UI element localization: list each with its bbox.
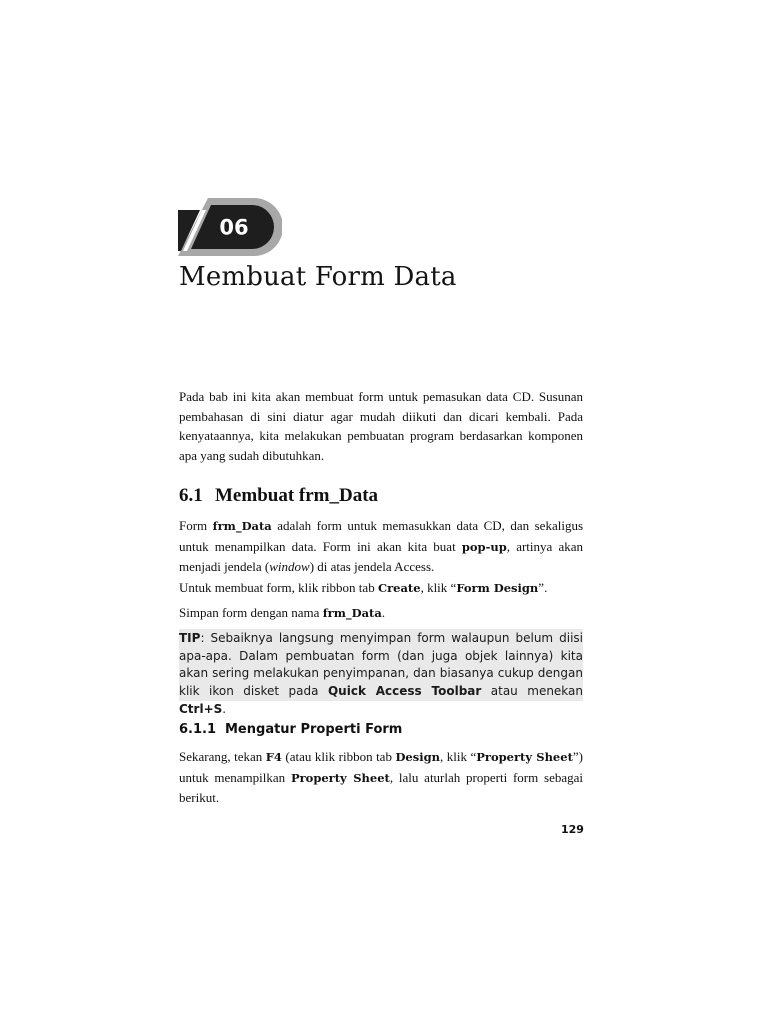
term-frm-data: frm_Data: [322, 606, 382, 620]
term-pop-up: pop-up: [461, 539, 507, 554]
term-frm-data: frm_Data: [212, 519, 272, 533]
chapter-title: Membuat Form Data: [179, 262, 457, 292]
term-ctrl-s: Ctrl+S: [179, 701, 223, 716]
tip-text: TIP: Sebaiknya langsung menyimpan form walaupun belum diisi apa-apa. Dalam pembuatan form (dan juga objek lainnya) kita akan sering melakukan penyimpanan, dan biasanya cukup dengan klik ikon disket pada Quick Access Toolbar atau menekan Ctrl+S.: [179, 631, 584, 716]
term-form-design: Form Design: [456, 581, 539, 595]
save-form-instruction: Simpan form dengan nama frm_Data.: [179, 605, 386, 620]
subsection-title: Mengatur Properti Form: [225, 722, 403, 737]
section-heading: [179, 485, 378, 507]
property-sheet-instruction: Sekarang, tekan F4 (atau klik ribbon tab Design, klik “Property Sheet”) untuk menampilkan Property Sheet, lalu aturlah properti form sebagai berikut.: [179, 749, 584, 805]
page-number: 129: [561, 823, 584, 836]
create-form-instruction: Untuk membuat form, klik ribbon tab Create, klik “Form Design”.: [179, 580, 548, 595]
frm-data-description: Form frm_Data adalah form untuk memasukkan data CD, dan sekaligus untuk menampilkan data. Form ini akan kita buat pop-up, artinya akan menjadi jendela (window) di atas jendela Access.: [179, 518, 583, 574]
term-create: Create: [377, 581, 421, 595]
tip-label: TIP: [179, 631, 201, 645]
chapter-number-badge: [178, 198, 282, 256]
intro-paragraph: Pada bab ini kita akan membuat form untuk pemasukan data CD. Susunan pembahasan di sini diatur agar mudah diikuti dan dicari kembali. Pada kenyataannya, kita melakukan pembuatan program berdasarkan komponen apa yang sudah dibutuhkan.: [179, 389, 583, 463]
section-number: 6.1: [179, 485, 203, 506]
subsection-number: 6.1.1: [179, 722, 217, 737]
term-property-sheet: Property Sheet: [476, 750, 573, 764]
term-quick-access-toolbar: Quick Access Toolbar: [327, 684, 482, 699]
term-property-sheet: Property Sheet: [290, 770, 390, 785]
tip-box: [179, 629, 584, 716]
section-title: Membuat frm_Data: [215, 485, 379, 506]
chapter-number: 06: [219, 215, 249, 240]
term-window: window: [269, 559, 310, 574]
term-f4: F4: [265, 750, 282, 764]
term-design: Design: [395, 750, 440, 764]
subsection-heading: [179, 722, 402, 737]
